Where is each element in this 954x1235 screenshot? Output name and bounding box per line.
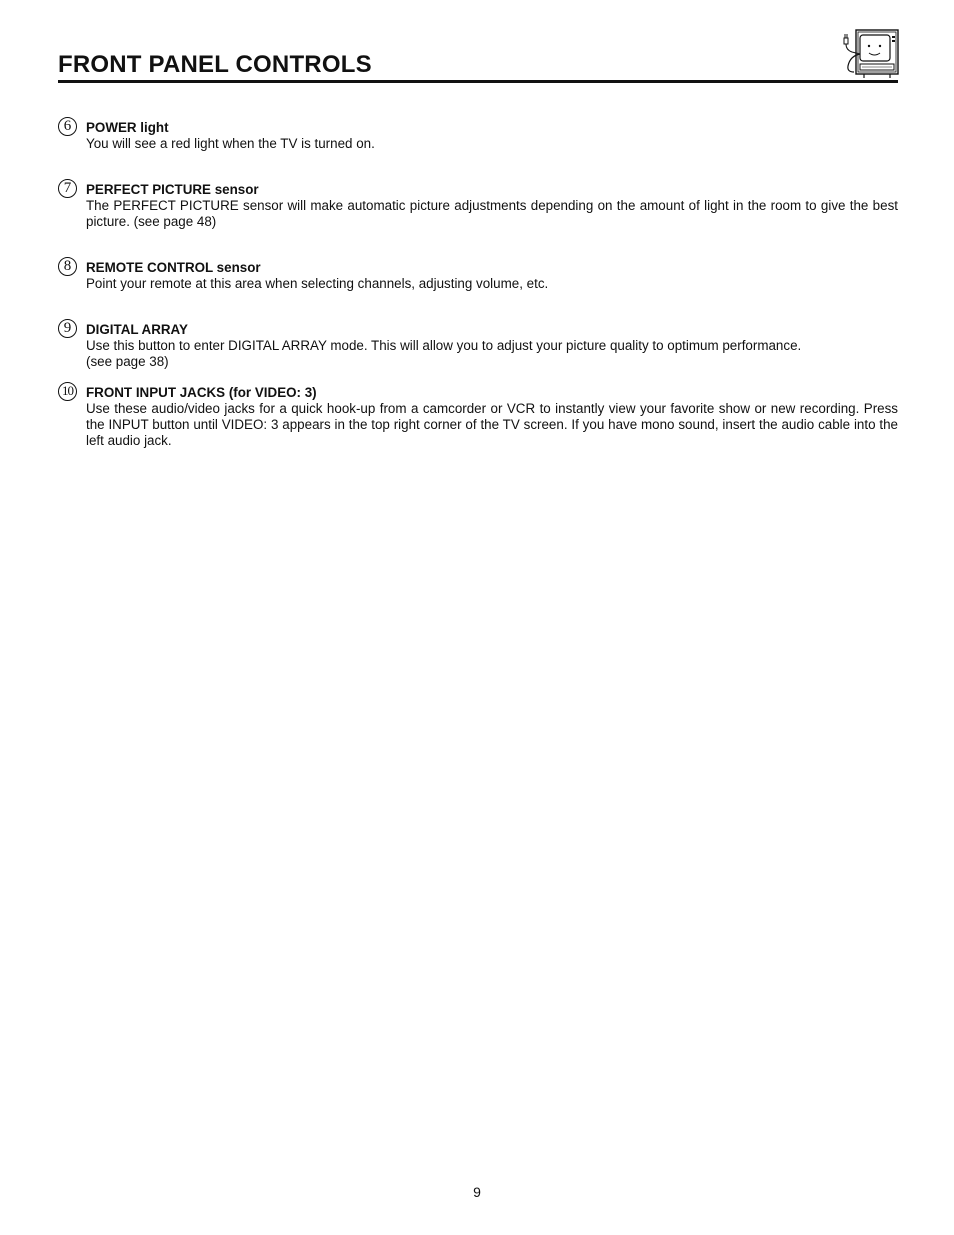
item-title: POWER light bbox=[86, 120, 169, 135]
item-description: The PERFECT PICTURE sensor will make automatic picture adjustments depending on the amount of light in the room to give the best picture. (see page 48) bbox=[86, 198, 898, 229]
control-item-perfect-picture-sensor bbox=[58, 182, 898, 230]
control-item-power-light bbox=[58, 120, 898, 152]
item-description-reference: (see page 38) bbox=[86, 354, 169, 369]
item-number-badge: 9 bbox=[58, 319, 77, 338]
item-number-badge: 6 bbox=[58, 117, 77, 136]
control-item-digital-array bbox=[58, 322, 898, 370]
title-divider bbox=[58, 80, 898, 83]
tv-mascot-icon bbox=[838, 26, 900, 80]
item-number-badge: 7 bbox=[58, 179, 77, 198]
item-number-badge: 10 bbox=[58, 382, 77, 401]
control-item-front-input-jacks bbox=[58, 385, 898, 449]
item-description: Use these audio/video jacks for a quick hook-up from a camcorder or VCR to instantly view your favorite show or new recording. Press the INPUT button until VIDEO: 3 appears in the top right corner of the TV screen. If you have mono sound, insert the audio cable into the left audio jack. bbox=[86, 401, 898, 448]
item-description: Point your remote at this area when selecting channels, adjusting volume, etc. bbox=[86, 276, 549, 291]
item-description: You will see a red light when the TV is turned on. bbox=[86, 136, 375, 151]
item-title: REMOTE CONTROL sensor bbox=[86, 260, 261, 275]
item-title: PERFECT PICTURE sensor bbox=[86, 182, 259, 197]
item-title: DIGITAL ARRAY bbox=[86, 322, 188, 337]
item-description: Use this button to enter DIGITAL ARRAY mode. This will allow you to adjust your picture quality to optimum performance. bbox=[86, 338, 802, 353]
page-title: FRONT PANEL CONTROLS bbox=[58, 51, 372, 78]
page-number: 9 bbox=[473, 1184, 481, 1200]
control-item-remote-control-sensor bbox=[58, 260, 898, 292]
item-number-badge: 8 bbox=[58, 257, 77, 276]
item-title: FRONT INPUT JACKS (for VIDEO: 3) bbox=[86, 385, 317, 400]
